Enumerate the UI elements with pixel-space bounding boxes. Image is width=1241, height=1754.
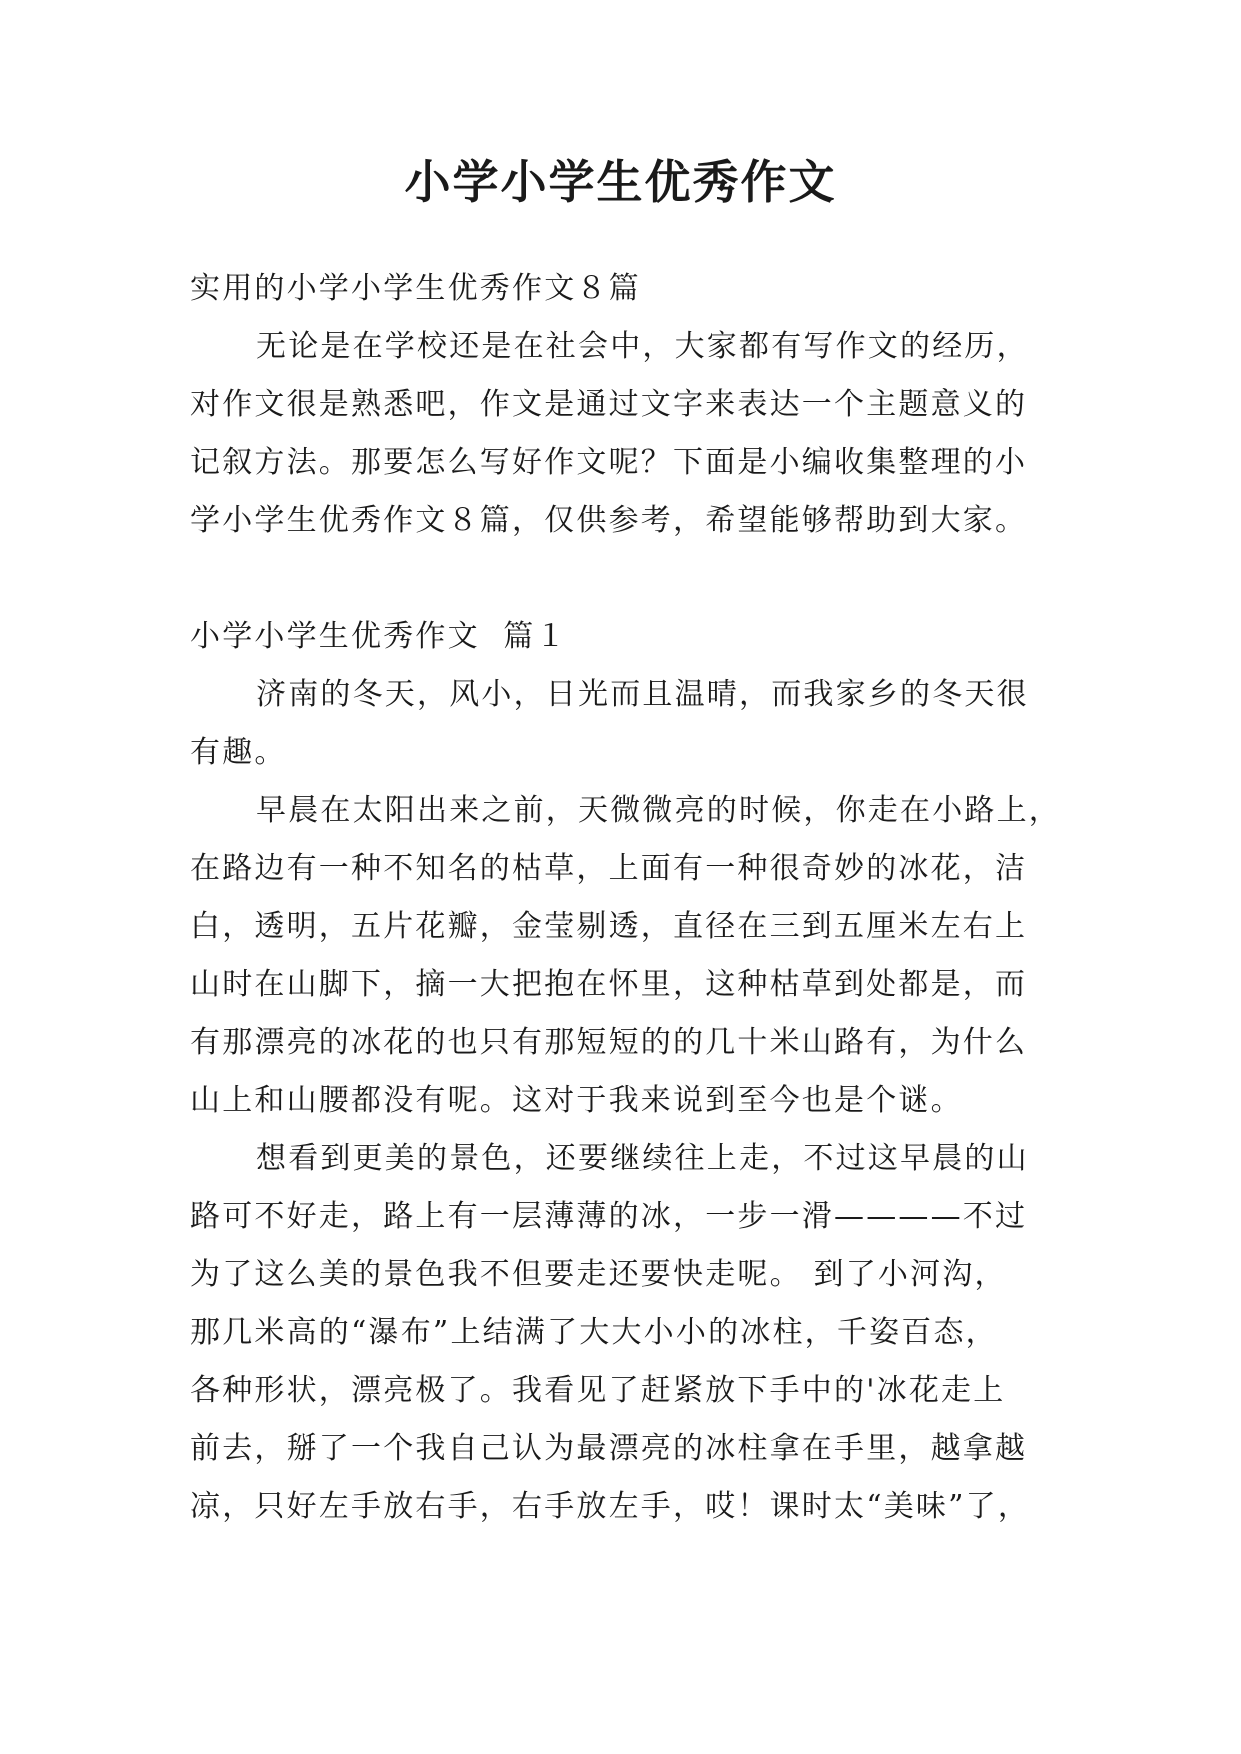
document-body — [190, 260, 1070, 1536]
document-title: 小学小学生优秀作文 — [404, 155, 837, 209]
paragraph-line: 早晨在太阳出来之前，天微微亮的时候，你走在小路上， — [256, 793, 1061, 828]
paragraph-line: 想看到更美的景色，还要继续往上走，不过这早晨的山 — [256, 1141, 1029, 1176]
paragraph-line: 对作文很是熟悉吧，作文是通过文字来表达一个主题意义的 — [190, 387, 1028, 422]
paragraph-line: 济南的冬天，风小，日光而且温晴，而我家乡的冬天很 — [256, 677, 1029, 712]
paragraph-line: 路可不好走，路上有一层薄薄的冰，一步一滑————不过 — [190, 1199, 1028, 1234]
paragraph-line: 有那漂亮的冰花的也只有那短短的的几十米山路有，为什么 — [190, 1025, 1028, 1060]
paragraph-gap — [190, 550, 1070, 608]
paragraph-line: 那几米高的“瀑布”上结满了大大小小的冰柱，千姿百态， — [190, 1315, 998, 1350]
document-subtitle: 实用的小学小学生优秀作文８篇 — [190, 271, 641, 306]
paragraph-line: 无论是在学校还是在社会中，大家都有写作文的经历， — [256, 329, 1029, 364]
essay-paragraph-2 — [190, 782, 1070, 1130]
essay-paragraph-1 — [190, 666, 1070, 782]
paragraph-line: 学小学生优秀作文８篇，仅供参考，希望能够帮助到大家。 — [190, 503, 1028, 538]
paragraph-line: 山上和山腰都没有呢。这对于我来说到至今也是个谜。 — [190, 1083, 963, 1118]
paragraph-line: 有趣。 — [190, 735, 287, 770]
paragraph-line: 凉，只好左手放右手，右手放左手，哎！课时太“美味”了， — [190, 1489, 1031, 1524]
paragraph-line: 白，透明，五片花瓣，金莹剔透，直径在三到五厘米左右上 — [190, 909, 1028, 944]
paragraph-line: 记叙方法。那要怎么写好作文呢？下面是小编收集整理的小 — [190, 445, 1028, 480]
paragraph-line: 各种形状，漂亮极了。我看见了赶紧放下手中的'冰花走上 — [190, 1373, 1006, 1408]
paragraph-line: 前去，掰了一个我自己认为最漂亮的冰柱拿在手里，越拿越 — [190, 1431, 1028, 1466]
section-heading: 小学小学生优秀作文 篇１ — [190, 619, 568, 654]
paragraph-line: 山时在山脚下，摘一大把抱在怀里，这种枯草到处都是，而 — [190, 967, 1028, 1002]
essay-paragraph-3 — [190, 1130, 1070, 1536]
intro-paragraph — [190, 318, 1070, 550]
paragraph-line: 在路边有一种不知名的枯草，上面有一种很奇妙的冰花，洁 — [190, 851, 1028, 886]
paragraph-line: 为了这么美的景色我不但要走还要快走呢。 到了小河沟， — [190, 1257, 1007, 1292]
